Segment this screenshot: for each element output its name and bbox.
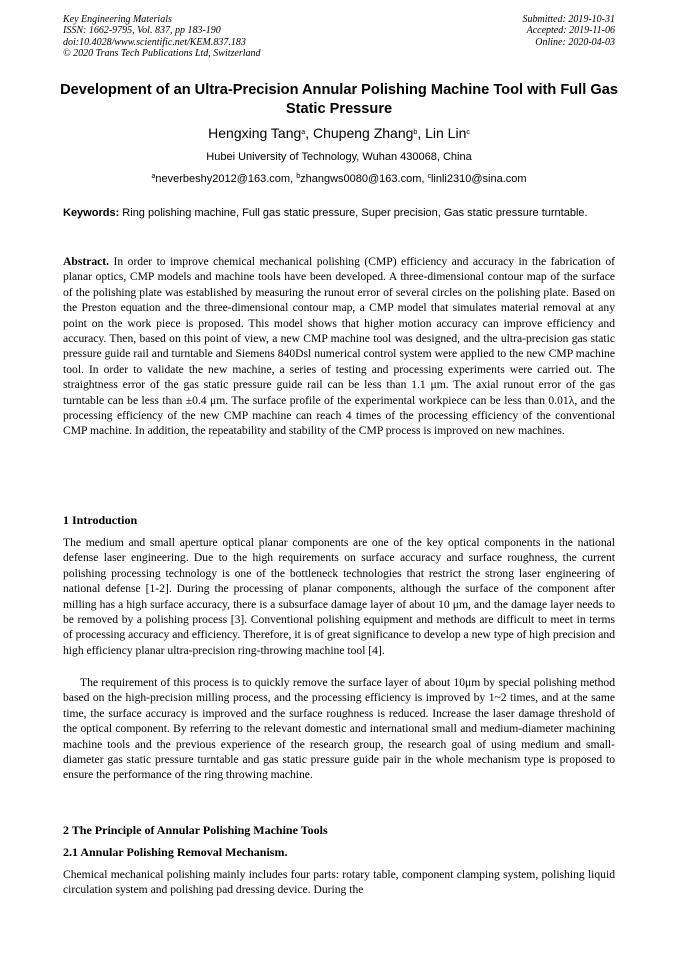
email-list [40, 172, 638, 186]
journal-name: Key Engineering Materials [63, 14, 172, 25]
email-mark: a [151, 173, 156, 180]
email-address: zhangws0080@163.com [300, 173, 422, 185]
date-online: Online: 2020-04-03 [535, 36, 615, 48]
journal-doi: doi:10.4028/www.scientific.net/KEM.837.183 [63, 36, 246, 48]
email-separator: , [290, 173, 297, 185]
journal-issn: ISSN: 1662-9795, Vol. 837, pp 183-190 [63, 25, 221, 37]
author-name: Hengxing Tang [208, 125, 302, 141]
abstract-label: Abstract. [63, 255, 110, 268]
body-paragraph: The medium and small aperture optical planar components are one of the key optical components in the national defense laser engineering. Due to the high requirements on surface accuracy and surface roughness, the current polishing processing technology is one of the bottleneck technologies that restrict the strong laser engineering of national defense [1-2]. During the processing of planar components, although the surface of the component after milling has a high surface accuracy, there is a subsurface damage layer of about 10 μm, and the damage layer needs to be removed by a polishing process [3]. Conventional polishing equipment and methods are difficult to meet in terms of processing accuracy and efficiency. Therefore, it is of great significance to develop a new type of high precision and high efficiency planar ultra-precision ring-throwing machine tool [4]. [63, 536, 615, 657]
author-list [40, 124, 638, 142]
author-mark: c [466, 129, 470, 136]
journal-copyright: © 2020 Trans Tech Publications Ltd, Switzerland [63, 47, 261, 59]
affiliation: Hubei University of Technology, Wuhan 430068, China [206, 151, 472, 163]
keywords-paragraph [63, 206, 615, 221]
email-separator: , [421, 173, 428, 185]
paper-title: Development of an Ultra-Precision Annular Polishing Machine Tool with Full Gas Static Pressure [60, 82, 618, 117]
email-address: linli2310@sina.com [430, 173, 527, 185]
author-name: Chupeng Zhang [312, 125, 414, 141]
keywords-label: Keywords: [63, 207, 120, 219]
author-name: Lin Lin [425, 125, 467, 141]
journal-info [63, 14, 261, 59]
email-mark: c [427, 173, 431, 180]
abstract-paragraph [63, 254, 615, 439]
body-paragraph: Chemical mechanical polishing mainly includes four parts: rotary table, component clamping system, polishing liquid circulation system and polishing pad dressing device. During the [63, 868, 615, 897]
email-mark: b [296, 173, 301, 180]
author-separator: , [417, 125, 426, 141]
date-submitted: Submitted: 2019-10-31 [522, 14, 615, 25]
author-mark: a [301, 129, 306, 136]
author-separator: , [305, 125, 313, 141]
publication-dates [523, 14, 616, 48]
body-paragraph: The requirement of this process is to quickly remove the surface layer of about 10μm by special polishing method based on the high-precision milling process, and the processing efficiency is improved by 1~2 times, and at the same time, the surface accuracy is improved and the surface roughness is reduced. Increase the laser damage threshold of the optical component. By referring to the relevant domestic and international small and medium-diameter machining machine tools and the previous experience of the research group, the research goal of using medium and small-diameter gas static pressure turntable and gas static pressure guide pair in the whole mechanism type is proposed to ensure the performance of the ring throwing machine. [63, 676, 615, 782]
subsection-heading-removal-mechanism: 2.1 Annular Polishing Removal Mechanism. [63, 845, 288, 859]
author-mark: b [413, 129, 418, 136]
keywords-text: Ring polishing machine, Full gas static pressure, Super precision, Gas static pressure turntable. [119, 207, 588, 219]
date-accepted: Accepted: 2019-11-06 [526, 25, 615, 37]
abstract-text: In order to improve chemical mechanical polishing (CMP) efficiency and accuracy in the fabrication of planar optics, CMP models and machine tools have been developed. A three-dimensional contour map of the surface of the polishing plate was established by measuring the runout error of several circles on the polishing plate. Based on the Preston equation and the three-dimensional contour map, a CMP model that simulates material removal at any point on the work piece is proposed. This model shows that higher motion accuracy can improve efficiency and accuracy. Then, based on this point of view, a new CMP machine tool was designed, and the ultra-precision gas static pressure guide rail and turntable and Siemens 840Dsl numerical control system were applied to the new CMP machine tool. In order to validate the new machine, a series of testing and processing experiments were carried out. The straightness error of the gas static pressure guide rail can be less than 1.1 μm. The axial runout error of the gas turntable can be less than ±0.4 μm. The surface profile of the experimental workpiece can be less than 0.01λ, and the processing efficiency of the new CMP machine can reach 4 times of the processing efficiency of the conventional CMP machine. In addition, the repeatability and stability of the CMP process is improved on new machines. [63, 255, 615, 438]
section-heading-principle: 2 The Principle of Annular Polishing Machine Tools [63, 823, 328, 837]
email-address: neverbeshy2012@163.com [155, 173, 291, 185]
section-heading-introduction: 1 Introduction [63, 513, 138, 527]
